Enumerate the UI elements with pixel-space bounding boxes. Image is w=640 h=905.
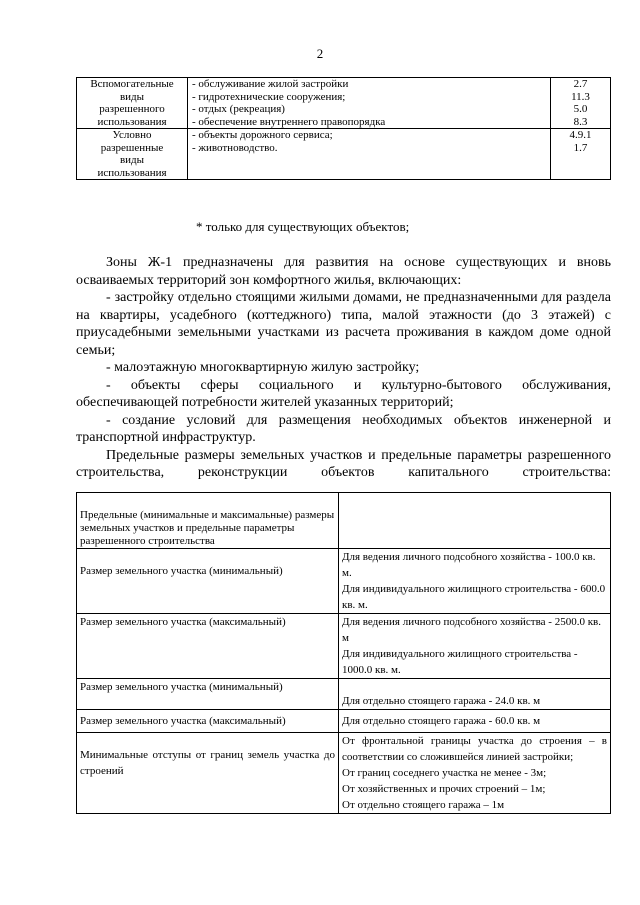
codes-cell bbox=[551, 78, 611, 129]
use-item: - гидротехнические сооружения; bbox=[192, 90, 346, 103]
param-value bbox=[339, 733, 611, 814]
param-label: Размер земельного участка (максимальный) bbox=[77, 710, 339, 733]
param-value bbox=[339, 710, 611, 733]
category-line: виды bbox=[119, 154, 145, 166]
value-line: От границ соседнего участка не менее - 3м; bbox=[342, 767, 547, 779]
use-code: 5.0 bbox=[573, 103, 588, 115]
paragraph: - создание условий для размещения необходимых объектов инженерной и транспортной инфраструктур. bbox=[76, 412, 611, 445]
paragraph: - объекты сферы социального и культурно-бытового обслуживания, обеспечивающей потребности жителей указанных территорий; bbox=[76, 377, 611, 410]
category-line: виды bbox=[119, 90, 145, 103]
paragraph: - малоэтажную многоквартирную жилую застройку; bbox=[106, 360, 420, 375]
use-code: 11.3 bbox=[571, 90, 590, 103]
table-row bbox=[77, 549, 611, 614]
paragraph: - застройку отдельно стоящими жилыми домами, не предназначенными для раздела на квартиры, усадебного (коттеджного) типа, малой этажности (до 3 этажей) с приусадебными земельными участками из расчета проживания в каждом доме одной семьи; bbox=[76, 290, 611, 358]
value-line: Для ведения личного подсобного хозяйства - 100.0 кв. м. bbox=[342, 551, 596, 579]
use-item: - обслуживание жилой застройки bbox=[192, 78, 349, 90]
value-line: Для отдельно стоящего гаража - 24.0 кв. м bbox=[342, 695, 541, 707]
use-code: 1.7 bbox=[573, 141, 588, 154]
category-cell bbox=[77, 129, 188, 180]
param-label: Размер земельного участка (максимальный) bbox=[77, 614, 339, 679]
param-value bbox=[339, 614, 611, 679]
value-line: Для отдельно стоящего гаража - 60.0 кв. м bbox=[342, 715, 541, 727]
use-code: 4.9.1 bbox=[569, 129, 592, 141]
value-line: Для индивидуального жилищного строительства - 1000.0 кв. м. bbox=[342, 648, 578, 676]
category-line: использования bbox=[97, 115, 167, 128]
param-label: Размер земельного участка (минимальный) bbox=[77, 679, 339, 710]
table-row bbox=[77, 614, 611, 679]
param-value bbox=[339, 679, 611, 710]
use-item: - животноводство. bbox=[192, 141, 278, 154]
value-line: От отдельно стоящего гаража – 1м bbox=[342, 799, 505, 811]
paragraph: Предельные размеры земельных участков и предельные параметры разрешенного строительства, реконструкции объектов капитального строительства: bbox=[76, 447, 611, 480]
use-item: - обеспечение внутреннего правопорядка bbox=[192, 115, 386, 128]
category-line: Условно bbox=[112, 129, 152, 141]
param-label: Размер земельного участка (минимальный) bbox=[77, 549, 339, 614]
permitted-use-table bbox=[76, 77, 611, 180]
parameters-table bbox=[76, 492, 611, 814]
use-item: - отдых (рекреация) bbox=[192, 103, 285, 115]
use-code: 8.3 bbox=[573, 115, 588, 128]
category-line: Вспомогательные bbox=[90, 78, 174, 90]
page-number: 2 bbox=[316, 46, 324, 61]
category-cell bbox=[77, 78, 188, 129]
footnote: * только для существующих объектов; bbox=[196, 219, 410, 234]
category-line: разрешенные bbox=[100, 141, 164, 154]
zone-description bbox=[76, 254, 611, 482]
table-row bbox=[77, 710, 611, 733]
value-line: Для ведения личного подсобного хозяйства - 2500.0 кв. м bbox=[342, 616, 601, 644]
value-line: От фронтальной границы участка до строения – в соответствии со сложившейся линией застройки; bbox=[342, 735, 607, 763]
table-row bbox=[77, 733, 611, 814]
use-items-cell bbox=[188, 78, 551, 129]
table-header: Предельные (минимальные и максимальные) размеры земельных участков и предельные параметры разрешенного строительства bbox=[77, 493, 339, 549]
category-line: использования bbox=[97, 166, 167, 179]
category-line: разрешенного bbox=[99, 103, 165, 115]
table-row bbox=[77, 78, 611, 129]
use-items-cell bbox=[188, 129, 551, 180]
value-line: От хозяйственных и прочих строений – 1м; bbox=[342, 783, 546, 795]
use-code: 2.7 bbox=[573, 78, 588, 90]
use-item: - объекты дорожного сервиса; bbox=[192, 129, 333, 141]
param-value bbox=[339, 549, 611, 614]
table-header-empty bbox=[339, 493, 611, 549]
table-header-row bbox=[77, 493, 611, 549]
paragraph: Зоны Ж-1 предназначены для развития на основе существующих и вновь осваиваемых территорий зон комфортного жилья, включающих: bbox=[76, 255, 611, 288]
table-row bbox=[77, 679, 611, 710]
param-label: Минимальные отступы от границ земель участка до строений bbox=[77, 733, 339, 814]
codes-cell bbox=[551, 129, 611, 180]
value-line: Для индивидуального жилищного строительства - 600.0 кв. м. bbox=[342, 583, 606, 611]
table-row bbox=[77, 129, 611, 180]
